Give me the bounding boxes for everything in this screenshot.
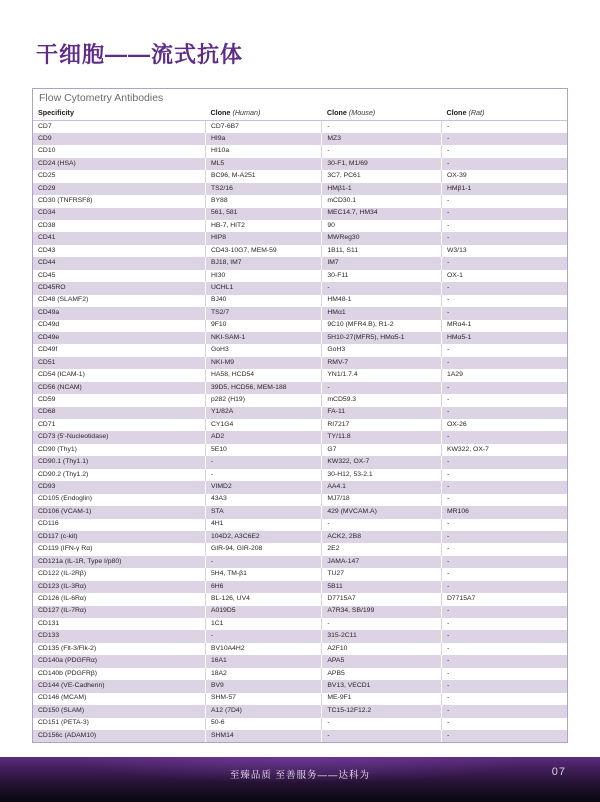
table-row [33, 494, 567, 506]
cell-clone-human: GIR-94, GIR-208 [205, 543, 321, 555]
cell-clone-mouse: 30-H12, 53-2.1 [322, 469, 442, 481]
cell-clone-rat: - [441, 556, 567, 568]
cell-clone-human: HB-7, HIT2 [205, 220, 321, 232]
cell-clone-rat: - [441, 394, 567, 406]
cell-specificity: CD123 (IL-3Rα) [33, 581, 205, 593]
cell-clone-rat: - [441, 630, 567, 642]
cell-clone-human: - [205, 469, 321, 481]
column-header-clone-mouse [322, 106, 442, 121]
table-row [33, 693, 567, 705]
cell-specificity: CD43 [33, 245, 205, 257]
table-row [33, 208, 567, 220]
cell-clone-mouse: YN1/1.7.4 [322, 369, 442, 381]
cell-specificity: CD131 [33, 618, 205, 630]
cell-clone-rat: - [441, 655, 567, 667]
cell-clone-human: BJ18, IM7 [205, 257, 321, 269]
cell-clone-human: HI10a [205, 145, 321, 157]
cell-specificity: CD140a (PDGFRα) [33, 655, 205, 667]
table-row [33, 593, 567, 605]
cell-specificity: CD7 [33, 121, 205, 133]
table-row [33, 307, 567, 319]
cell-clone-mouse: HMβ1-1 [322, 183, 442, 195]
cell-specificity: CD151 (PETA-3) [33, 718, 205, 730]
cell-specificity: CD73 (5'-Nucleotidase) [33, 431, 205, 443]
cell-specificity: CD127 (IL-7Rα) [33, 606, 205, 618]
cell-clone-rat: - [441, 307, 567, 319]
table-row [33, 183, 567, 195]
table-row [33, 133, 567, 145]
cell-clone-mouse: TY/11.8 [322, 431, 442, 443]
cell-clone-mouse: APA5 [322, 655, 442, 667]
cell-clone-rat: - [441, 668, 567, 680]
cell-clone-rat: OX-1 [441, 270, 567, 282]
cell-clone-rat: 1A29 [441, 369, 567, 381]
cell-specificity: CD24 (HSA) [33, 158, 205, 170]
cell-clone-human: A12 (7D4) [205, 705, 321, 717]
column-species-label: (Rat) [468, 108, 485, 117]
cell-specificity: CD29 [33, 183, 205, 195]
cell-clone-rat: MR106 [441, 506, 567, 518]
cell-clone-human: SHM14 [205, 730, 321, 742]
cell-clone-human: - [205, 556, 321, 568]
table-title: Flow Cytometry Antibodies [33, 89, 567, 106]
cell-clone-human: 6H6 [205, 581, 321, 593]
cell-clone-mouse: HMα1 [322, 307, 442, 319]
cell-clone-mouse: KW322, OX-7 [322, 456, 442, 468]
table-row [33, 481, 567, 493]
cell-clone-rat: - [441, 121, 567, 133]
cell-clone-mouse: 2E2 [322, 543, 442, 555]
cell-specificity: CD71 [33, 419, 205, 431]
column-header-clone-rat [441, 106, 567, 121]
cell-clone-rat: - [441, 456, 567, 468]
column-species-label: (Human) [232, 108, 261, 117]
table-row [33, 506, 567, 518]
table-row [33, 170, 567, 182]
cell-clone-rat: - [441, 407, 567, 419]
cell-clone-human: 5H4, TM-β1 [205, 568, 321, 580]
cell-clone-human: - [205, 456, 321, 468]
table-row [33, 382, 567, 394]
cell-specificity: CD49d [33, 320, 205, 332]
cell-clone-human: HIP8 [205, 232, 321, 244]
cell-clone-mouse: APB5 [322, 668, 442, 680]
cell-specificity: CD117 (c-kit) [33, 531, 205, 543]
cell-clone-rat: - [441, 693, 567, 705]
cell-clone-mouse: 1B11, S11 [322, 245, 442, 257]
table-row [33, 357, 567, 369]
cell-clone-rat: - [441, 357, 567, 369]
cell-specificity: CD49a [33, 307, 205, 319]
cell-clone-human: A019D5 [205, 606, 321, 618]
cell-clone-mouse: FA-11 [322, 407, 442, 419]
table-row [33, 531, 567, 543]
cell-clone-human: TS2/16 [205, 183, 321, 195]
cell-specificity: CD156c (ADAM10) [33, 730, 205, 742]
cell-clone-mouse: 5B11 [322, 581, 442, 593]
cell-specificity: CD54 (ICAM-1) [33, 369, 205, 381]
cell-clone-mouse: ACK2, 2B8 [322, 531, 442, 543]
cell-specificity: CD34 [33, 208, 205, 220]
cell-clone-human: 9F10 [205, 320, 321, 332]
table-row [33, 543, 567, 555]
cell-specificity: CD9 [33, 133, 205, 145]
cell-clone-mouse: D7715A7 [322, 593, 442, 605]
cell-clone-mouse: 315-2C11 [322, 630, 442, 642]
cell-specificity: CD38 [33, 220, 205, 232]
cell-clone-rat: - [441, 158, 567, 170]
cell-clone-mouse: - [322, 718, 442, 730]
cell-clone-mouse: ME-9F1 [322, 693, 442, 705]
table-row [33, 245, 567, 257]
cell-specificity: CD25 [33, 170, 205, 182]
cell-specificity: CD10 [33, 145, 205, 157]
cell-specificity: CD49f [33, 344, 205, 356]
cell-clone-mouse: - [322, 282, 442, 294]
cell-clone-rat: - [441, 145, 567, 157]
cell-clone-mouse: - [322, 519, 442, 531]
cell-specificity: CD106 (VCAM-1) [33, 506, 205, 518]
cell-clone-mouse: MEC14.7, HM34 [322, 208, 442, 220]
cell-specificity: CD133 [33, 630, 205, 642]
table-row [33, 320, 567, 332]
cell-clone-human: BV9 [205, 680, 321, 692]
table-row [33, 730, 567, 742]
table-row [33, 369, 567, 381]
cell-clone-human: HI30 [205, 270, 321, 282]
cell-clone-mouse: 30-F1, M1/69 [322, 158, 442, 170]
table-row [33, 581, 567, 593]
table-row [33, 344, 567, 356]
cell-specificity: CD122 (IL-2Rβ) [33, 568, 205, 580]
cell-clone-mouse: 90 [322, 220, 442, 232]
cell-clone-human: UCHL1 [205, 282, 321, 294]
cell-clone-human: 4H1 [205, 519, 321, 531]
cell-specificity: CD126 (IL-6Rα) [33, 593, 205, 605]
cell-specificity: CD119 (IFN-γ Rα) [33, 543, 205, 555]
table-row [33, 568, 567, 580]
cell-clone-mouse: TC15-12F12.2 [322, 705, 442, 717]
cell-clone-mouse: 429 (MVCAM.A) [322, 506, 442, 518]
cell-clone-human: VIMD2 [205, 481, 321, 493]
cell-clone-mouse: MZ3 [322, 133, 442, 145]
cell-clone-rat: - [441, 133, 567, 145]
cell-clone-rat: HMβ1-1 [441, 183, 567, 195]
cell-clone-rat: - [441, 469, 567, 481]
cell-clone-human: 50-6 [205, 718, 321, 730]
cell-clone-human: 5E10 [205, 444, 321, 456]
cell-clone-rat: W3/13 [441, 245, 567, 257]
cell-clone-rat: OX-26 [441, 419, 567, 431]
cell-clone-human: NKI-M9 [205, 357, 321, 369]
cell-specificity: CD49e [33, 332, 205, 344]
cell-specificity: CD51 [33, 357, 205, 369]
cell-clone-human: CY1G4 [205, 419, 321, 431]
cell-clone-human: STA [205, 506, 321, 518]
cell-clone-rat: - [441, 232, 567, 244]
cell-clone-rat: - [441, 519, 567, 531]
column-header-clone-human [205, 106, 321, 121]
table-row [33, 630, 567, 642]
cell-clone-human: TS2/7 [205, 307, 321, 319]
cell-clone-mouse: TU27 [322, 568, 442, 580]
footer-band [0, 757, 600, 802]
cell-clone-human: GoH3 [205, 344, 321, 356]
cell-clone-mouse: mCD30.1 [322, 195, 442, 207]
cell-specificity: CD41 [33, 232, 205, 244]
cell-clone-rat: KW322, OX-7 [441, 444, 567, 456]
table-row [33, 618, 567, 630]
cell-clone-human: BV10A4H2 [205, 643, 321, 655]
cell-specificity: CD44 [33, 257, 205, 269]
cell-clone-mouse: RMV-7 [322, 357, 442, 369]
cell-clone-human: AD2 [205, 431, 321, 443]
cell-clone-mouse: A7R34, SB/199 [322, 606, 442, 618]
cell-clone-human: BY88 [205, 195, 321, 207]
cell-clone-rat: - [441, 382, 567, 394]
cell-specificity: CD116 [33, 519, 205, 531]
cell-clone-rat: - [441, 680, 567, 692]
cell-clone-rat: - [441, 606, 567, 618]
cell-clone-mouse: GoH3 [322, 344, 442, 356]
cell-clone-rat: - [441, 431, 567, 443]
cell-clone-mouse: MJ7/18 [322, 494, 442, 506]
cell-clone-rat: - [441, 543, 567, 555]
cell-clone-human: SHM-57 [205, 693, 321, 705]
table-row [33, 431, 567, 443]
table-row [33, 270, 567, 282]
table-row [33, 257, 567, 269]
cell-specificity: CD105 (Endoglin) [33, 494, 205, 506]
table-row [33, 220, 567, 232]
table-row [33, 469, 567, 481]
cell-clone-human: 39D5, HCD56, MEM-188 [205, 382, 321, 394]
cell-clone-rat: MRα4-1 [441, 320, 567, 332]
cell-clone-mouse: - [322, 382, 442, 394]
cell-clone-rat: - [441, 730, 567, 742]
table-row [33, 655, 567, 667]
cell-specificity: CD59 [33, 394, 205, 406]
cell-clone-mouse: AA4.1 [322, 481, 442, 493]
cell-clone-rat: - [441, 705, 567, 717]
column-label: Specificity [38, 108, 74, 117]
cell-clone-mouse: MWReg30 [322, 232, 442, 244]
cell-clone-rat: - [441, 295, 567, 307]
cell-clone-rat: - [441, 481, 567, 493]
cell-clone-rat: - [441, 208, 567, 220]
cell-clone-rat: HMα5-1 [441, 332, 567, 344]
table-row [33, 643, 567, 655]
cell-clone-rat: - [441, 718, 567, 730]
cell-clone-human: 1C1 [205, 618, 321, 630]
cell-specificity: CD68 [33, 407, 205, 419]
antibody-table [32, 88, 568, 743]
cell-clone-mouse: A2F10 [322, 643, 442, 655]
table-row [33, 195, 567, 207]
cell-specificity: CD140b (PDGFRβ) [33, 668, 205, 680]
cell-clone-human: BC96, M-A251 [205, 170, 321, 182]
table-row [33, 295, 567, 307]
cell-clone-human: CD43-10G7, MEM-59 [205, 245, 321, 257]
column-header-specificity [33, 106, 205, 121]
table-row [33, 407, 567, 419]
column-label: Clone [326, 108, 347, 117]
table-row [33, 419, 567, 431]
cell-clone-rat: D7715A7 [441, 593, 567, 605]
cell-clone-mouse: G7 [322, 444, 442, 456]
cell-specificity: CD48 (SLAMF2) [33, 295, 205, 307]
cell-specificity: CD56 (NCAM) [33, 382, 205, 394]
cell-clone-rat: - [441, 220, 567, 232]
table-row [33, 718, 567, 730]
cell-clone-rat: - [441, 643, 567, 655]
cell-clone-mouse: 30-F11 [322, 270, 442, 282]
table-row [33, 456, 567, 468]
cell-specificity: CD90.1 (Thy1.1) [33, 456, 205, 468]
table-row [33, 145, 567, 157]
cell-clone-human: 104D2, A3C6E2 [205, 531, 321, 543]
cell-clone-human: p282 (H19) [205, 394, 321, 406]
column-label: Clone [210, 108, 231, 117]
cell-clone-human: 16A1 [205, 655, 321, 667]
cell-clone-human: BJ40 [205, 295, 321, 307]
column-label: Clone [446, 108, 467, 117]
cell-clone-human: CD7-6B7 [205, 121, 321, 133]
cell-clone-human: ML5 [205, 158, 321, 170]
cell-clone-mouse: - [322, 730, 442, 742]
cell-clone-human: Y1/82A [205, 407, 321, 419]
cell-specificity: CD90 (Thy1) [33, 444, 205, 456]
table-header-row [33, 106, 567, 121]
cell-clone-rat: - [441, 494, 567, 506]
table-row [33, 680, 567, 692]
cell-clone-rat: - [441, 257, 567, 269]
cell-clone-human: 43A3 [205, 494, 321, 506]
cell-clone-rat: - [441, 195, 567, 207]
cell-clone-human: 561, 581 [205, 208, 321, 220]
cell-specificity: CD135 (Flt-3/Flk-2) [33, 643, 205, 655]
cell-specificity: CD144 (VE-Cadherin) [33, 680, 205, 692]
footer-slogan: 至臻品质 至善服务——达科为 [229, 770, 371, 781]
cell-clone-rat: OX-39 [441, 170, 567, 182]
cell-clone-mouse: 3C7, PC61 [322, 170, 442, 182]
table-row [33, 556, 567, 568]
cell-specificity: CD150 (SLAM) [33, 705, 205, 717]
table-row [33, 232, 567, 244]
cell-specificity: CD45 [33, 270, 205, 282]
table-row [33, 444, 567, 456]
cell-specificity: CD146 (MCAM) [33, 693, 205, 705]
page-title: 干细胞——流式抗体 [36, 42, 244, 67]
flow-cytometry-table [33, 106, 567, 742]
cell-clone-rat: - [441, 282, 567, 294]
table-row [33, 158, 567, 170]
page-number: 07 [551, 766, 566, 778]
table-row [33, 282, 567, 294]
cell-clone-mouse: IM7 [322, 257, 442, 269]
cell-clone-human: HA58, HCD54 [205, 369, 321, 381]
cell-clone-human: HI9a [205, 133, 321, 145]
table-row [33, 668, 567, 680]
cell-specificity: CD30 (TNFRSF8) [33, 195, 205, 207]
table-row [33, 394, 567, 406]
table-row [33, 519, 567, 531]
cell-clone-human: BL-126, UV4 [205, 593, 321, 605]
cell-clone-rat: - [441, 568, 567, 580]
cell-clone-human: - [205, 630, 321, 642]
table-row [33, 121, 567, 133]
cell-clone-mouse: JAMA-147 [322, 556, 442, 568]
cell-clone-mouse: RI7217 [322, 419, 442, 431]
table-row [33, 705, 567, 717]
table-row [33, 332, 567, 344]
cell-clone-mouse: - [322, 618, 442, 630]
cell-clone-mouse: - [322, 145, 442, 157]
cell-clone-mouse: 5H10-27(MFR5), HMα5-1 [322, 332, 442, 344]
cell-clone-rat: - [441, 618, 567, 630]
cell-clone-mouse: BV13, VECD1 [322, 680, 442, 692]
cell-clone-mouse: mCD59.3 [322, 394, 442, 406]
cell-clone-rat: - [441, 531, 567, 543]
cell-specificity: CD45RO [33, 282, 205, 294]
column-species-label: (Mouse) [348, 108, 376, 117]
cell-clone-rat: - [441, 344, 567, 356]
cell-clone-mouse: HM48-1 [322, 295, 442, 307]
cell-clone-human: NKI-SAM-1 [205, 332, 321, 344]
cell-specificity: CD93 [33, 481, 205, 493]
cell-clone-mouse: - [322, 121, 442, 133]
cell-clone-human: 18A2 [205, 668, 321, 680]
cell-specificity: CD90.2 (Thy1.2) [33, 469, 205, 481]
cell-clone-rat: - [441, 581, 567, 593]
table-row [33, 606, 567, 618]
cell-specificity: CD121a (IL-1R, Type I/p80) [33, 556, 205, 568]
cell-clone-mouse: 9C10 (MFR4.B), R1-2 [322, 320, 442, 332]
